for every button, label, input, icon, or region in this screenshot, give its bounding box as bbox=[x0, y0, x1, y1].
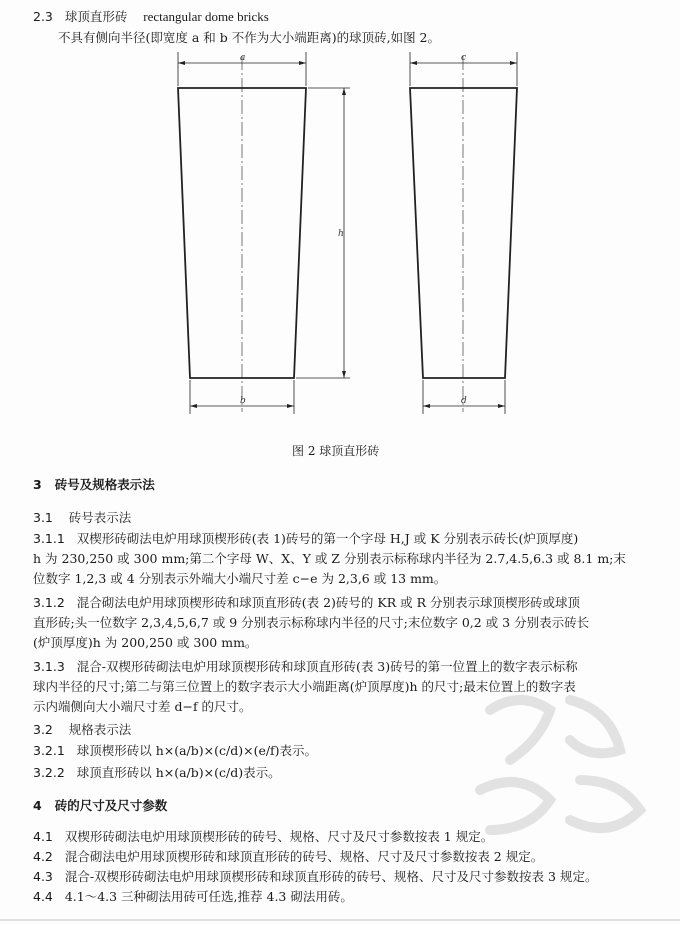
para-3-1-2-line-1 bbox=[33, 594, 580, 612]
section-3-1-heading bbox=[33, 509, 131, 527]
para-text: 双楔形砖砌法电炉用球顶楔形砖(表 1)砖号的第一个字母 H,J 或 K 分别表示砖长(炉顶厚度) bbox=[76, 531, 579, 546]
section-title: 规格表示法 bbox=[68, 722, 132, 737]
para-3-1-2-line-3: (炉顶厚度)h 为 200,250 或 300 mm。 bbox=[33, 635, 258, 650]
section-title: 砖的尺寸及尺寸参数 bbox=[54, 798, 168, 813]
para-4-1 bbox=[33, 828, 493, 846]
section-2-3-description: 不具有侧向半径(即宽度 a 和 b 不作为大小端距离)的球顶砖,如图 2。 bbox=[58, 30, 441, 45]
para-text: 双楔形砖砌法电炉用球顶楔形砖的砖号、规格、尺寸及尺寸参数按表 1 规定。 bbox=[64, 829, 494, 844]
section-number: 4 bbox=[33, 798, 42, 813]
section-number: 4.3 bbox=[33, 869, 53, 884]
para-text: 混合-双楔形砖砌法电炉用球顶楔形砖和球顶直形砖(表 3)砖号的第一位置上的数字表示标称 bbox=[76, 659, 578, 674]
section-title: 砖号表示法 bbox=[68, 510, 132, 525]
para-text: 混合-双楔形砖砌法电炉用球顶楔形砖和球顶直形砖的砖号、规格、尺寸及尺寸参数按表 3 规定。 bbox=[64, 869, 598, 884]
para-3-1-2-line-2: 直形砖;头一位数字 2,3,4,5,6,7 或 9 分别表示标称球内半径的尺寸;末位数字 0,2 或 3 分别表示砖长 bbox=[33, 615, 590, 630]
section-title-en: rectangular dome bricks bbox=[143, 9, 269, 24]
figure-2-caption: 图 2 球顶直形砖 bbox=[292, 444, 380, 458]
section-number: 3.2.2 bbox=[33, 765, 65, 780]
section-number: 4.1 bbox=[33, 829, 53, 844]
para-3-1-1-line-1 bbox=[33, 530, 578, 548]
para-text: 混合砌法电炉用球顶楔形砖和球顶直形砖的砖号、规格、尺寸及尺寸参数按表 2 规定。 bbox=[64, 849, 544, 864]
section-number: 3.2 bbox=[33, 722, 53, 737]
para-4-4 bbox=[33, 888, 353, 906]
para-3-2-1 bbox=[33, 742, 317, 760]
para-3-1-3-line-2: 球内半径的尺寸;第二与第三位置上的数字表示大小端距离(炉顶厚度)h 的尺寸;最末位置上的数字表 bbox=[33, 679, 576, 694]
watermark-seal-icon bbox=[450, 670, 680, 870]
para-text: 球顶直形砖以 h×(a/b)×(c/d)表示。 bbox=[76, 765, 281, 780]
section-3-2-heading bbox=[33, 721, 131, 739]
right-brick-outline bbox=[410, 88, 517, 378]
section-4-heading bbox=[33, 797, 167, 815]
section-number: 3.1.2 bbox=[33, 595, 65, 610]
section-number: 3.1.1 bbox=[33, 531, 65, 546]
section-number: 2.3 bbox=[33, 9, 53, 24]
section-number: 3.1.3 bbox=[33, 659, 65, 674]
dim-label-c: c bbox=[461, 53, 467, 63]
dim-label-b: b bbox=[240, 396, 246, 406]
section-number: 4.2 bbox=[33, 849, 53, 864]
dim-label-d: d bbox=[461, 396, 467, 406]
para-3-1-1-line-3: 位数字 1,2,3 或 4 分别表示外端大小端尺寸差 c−e 为 2,3,6 或 13 mm。 bbox=[33, 571, 447, 586]
section-title: 砖号及规格表示法 bbox=[54, 477, 155, 492]
para-text: 球顶楔形砖以 h×(a/b)×(c/d)×(e/f)表示。 bbox=[76, 743, 318, 758]
para-3-2-2 bbox=[33, 764, 281, 782]
section-3-heading bbox=[33, 476, 155, 494]
para-text: 混合砌法电炉用球顶楔形砖和球顶直形砖(表 2)砖号的 KR 或 R 分别表示球顶楔形砖或球顶 bbox=[76, 595, 580, 610]
dim-label-h: h bbox=[338, 229, 344, 239]
para-3-1-3-line-3: 示内端侧向大小端尺寸差 d−f 的尺寸。 bbox=[33, 699, 252, 714]
section-title: 球顶直形砖 bbox=[64, 9, 128, 24]
dim-label-a: a bbox=[240, 53, 246, 63]
section-number: 4.4 bbox=[33, 889, 53, 904]
section-number: 3.1 bbox=[33, 510, 53, 525]
para-3-1-1-line-2: h 为 230,250 或 300 mm;第二个字母 W、X、Y 或 Z 分别表示标称球内半径为 2.7,4.5,6.3 或 8.1 m;末 bbox=[33, 551, 626, 566]
section-number: 3 bbox=[33, 477, 42, 492]
section-number: 3.2.1 bbox=[33, 743, 65, 758]
page-bottom-rule bbox=[0, 919, 680, 921]
para-text: 4.1～4.3 三种砌法用砖可任选,推荐 4.3 砌法用砖。 bbox=[64, 889, 353, 904]
para-4-3 bbox=[33, 868, 597, 886]
